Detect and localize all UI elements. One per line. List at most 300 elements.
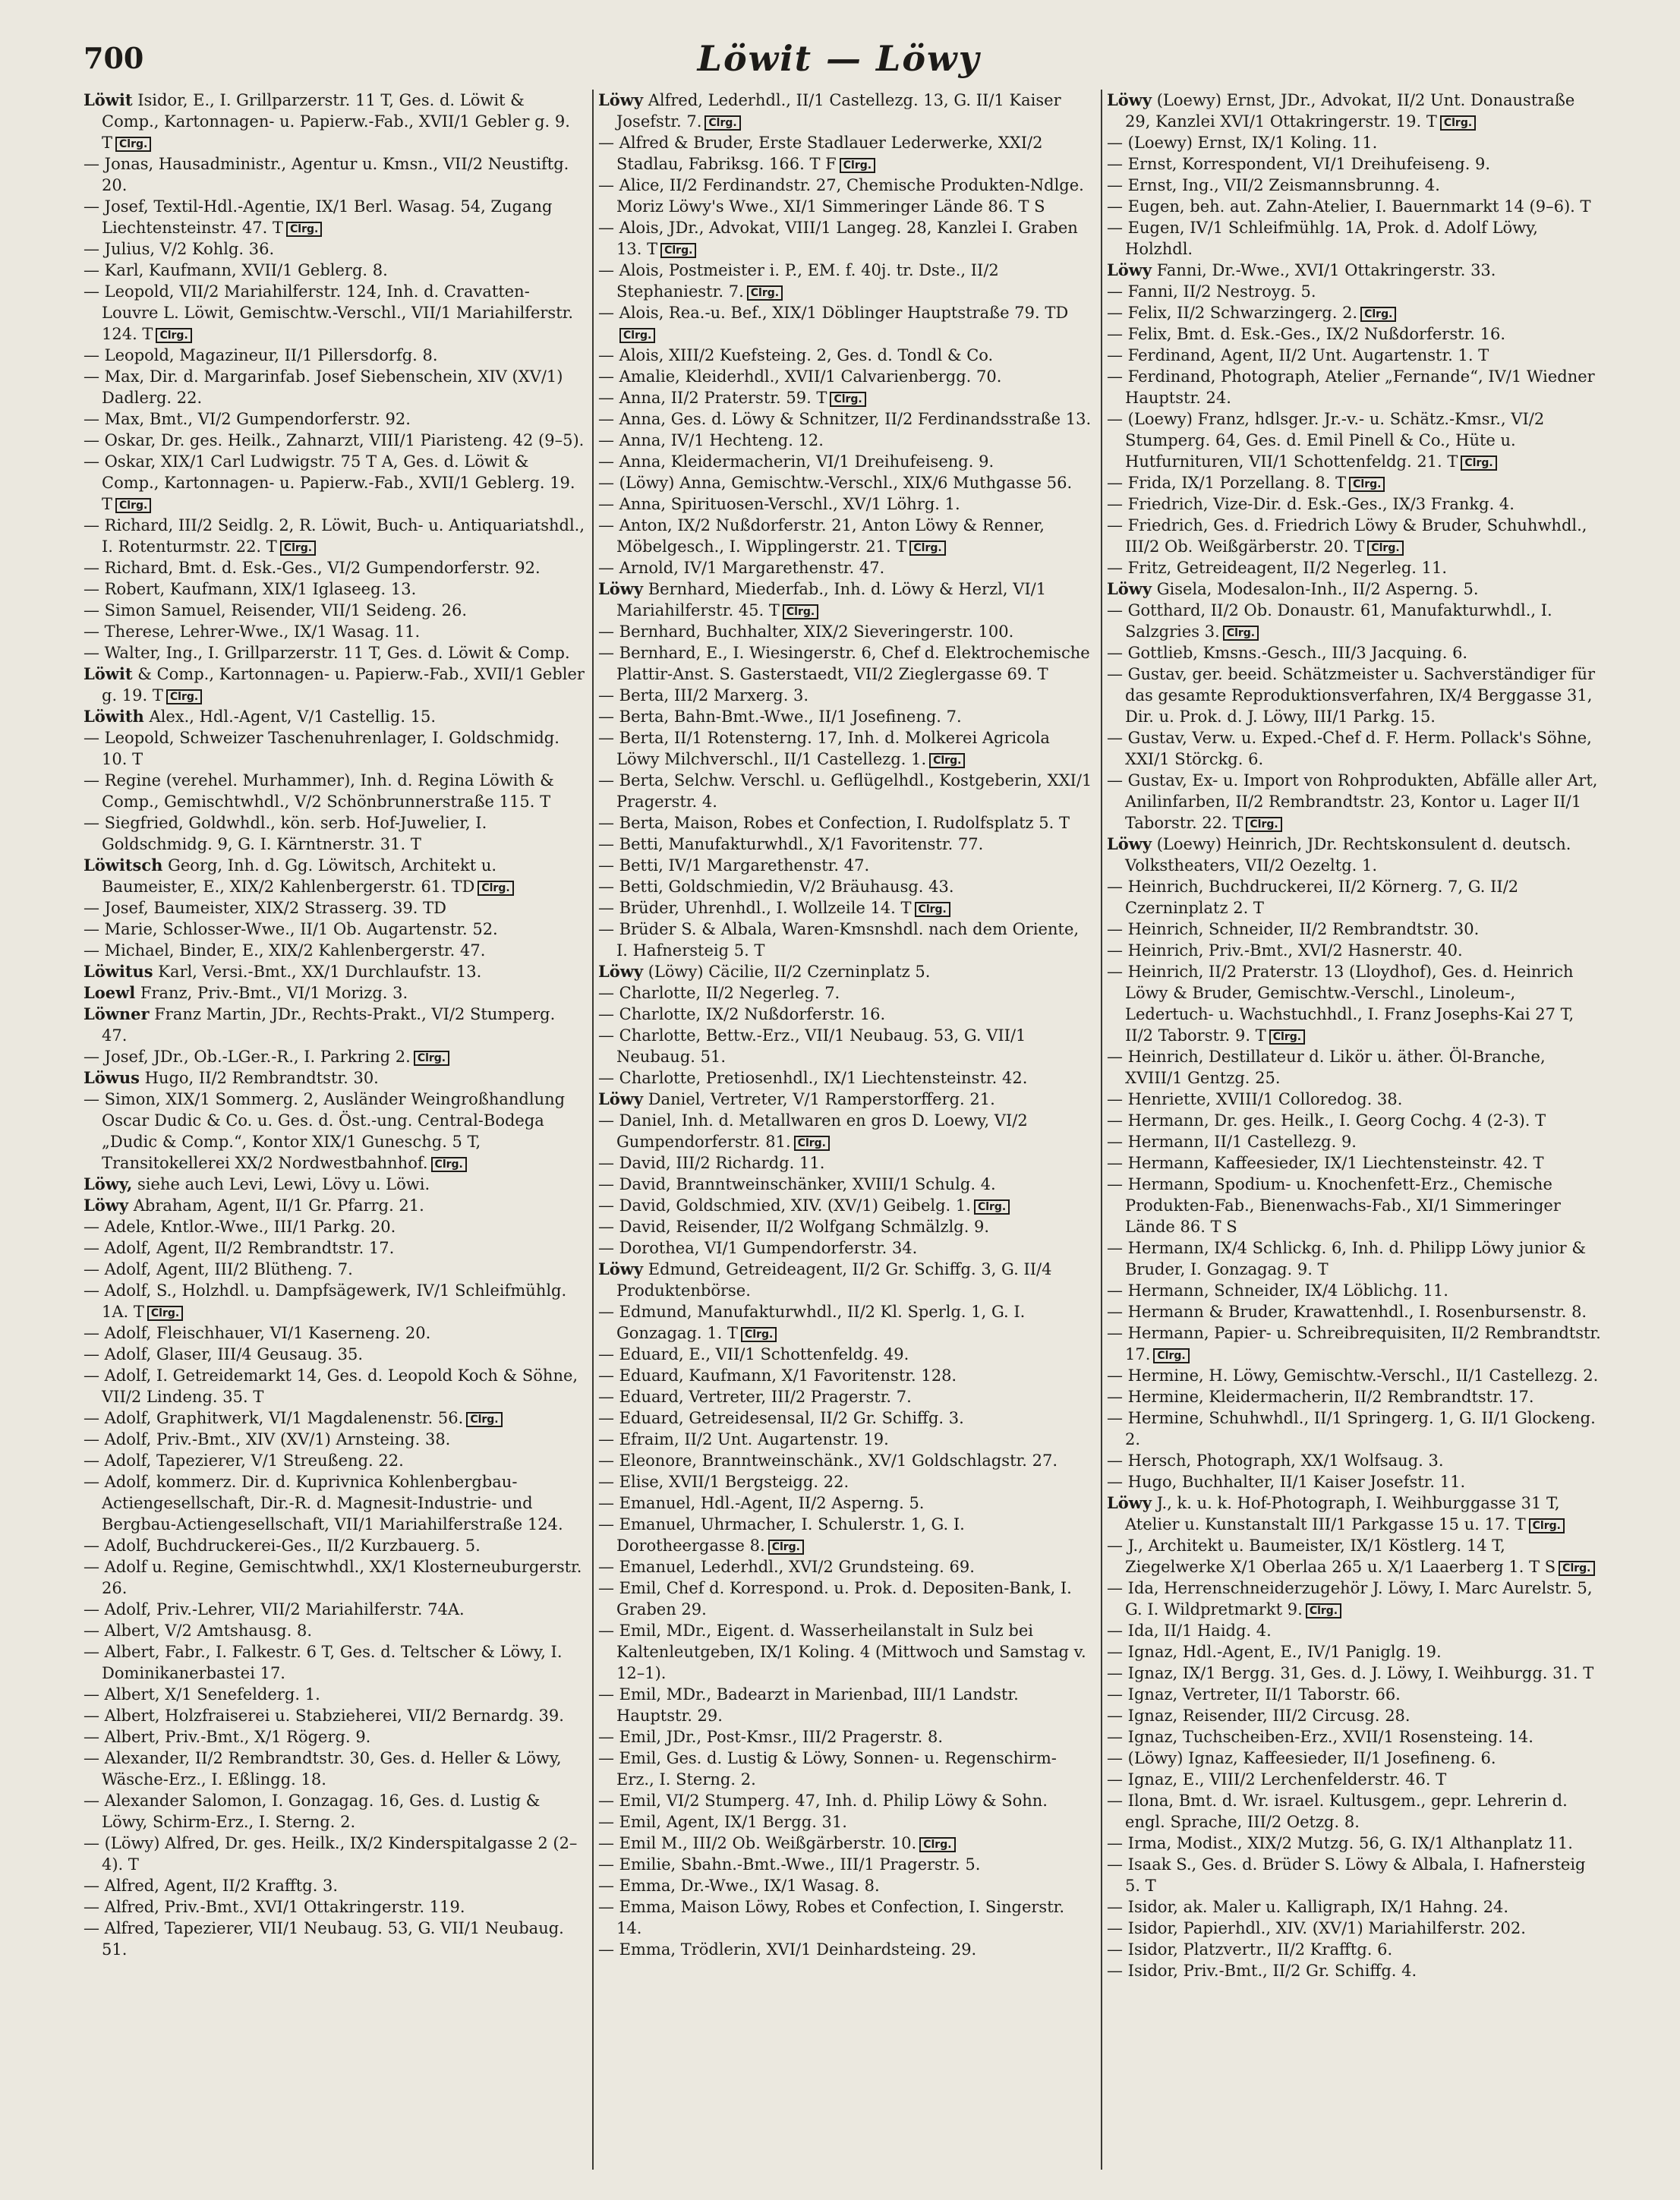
entry-text: — Alois, Rea.-u. Bef., XIX/1 Döblinger Hauptstraße 79. TD (598, 304, 1069, 322)
entry-head-word: Löwner (84, 1004, 150, 1023)
directory-entry (1107, 1386, 1602, 1407)
entry-text: — Emilie, Sbahn.-Bmt.-Wwe., III/1 Pragerstr. 5. (598, 1855, 981, 1874)
directory-entry (598, 132, 1093, 175)
directory-entry (598, 1896, 1093, 1939)
entry-text: — Emanuel, Lederhdl., XVI/2 Grundsteing. 69. (598, 1558, 975, 1576)
directory-entry (598, 770, 1093, 812)
entry-text: — Edmund, Manufakturwhdl., II/2 Kl. Sperlg. 1, G. I. Gonzagag. 1. T (598, 1303, 1026, 1342)
entry-text: — Josef, Baumeister, XIX/2 Strasserg. 39. TD (84, 899, 446, 917)
clearing-badge: Clrg. (1559, 1561, 1594, 1576)
entry-text: — Max, Bmt., VI/2 Gumpendorferstr. 92. (84, 410, 411, 428)
directory-entry (598, 1748, 1093, 1790)
directory-entry (1107, 557, 1602, 578)
clearing-badge: Clrg. (1269, 1029, 1305, 1045)
directory-entry (84, 1620, 585, 1641)
entry-text: — Charlotte, IX/2 Nußdorferstr. 16. (598, 1005, 886, 1023)
directory-entry (598, 1004, 1093, 1025)
directory-entry (84, 1237, 585, 1259)
directory-entry (598, 578, 1093, 621)
directory-entry (84, 1471, 585, 1535)
directory-entry (598, 1429, 1093, 1450)
directory-entry (84, 1896, 585, 1918)
entry-text: siehe auch Levi, Lewi, Lövy u. Löwi. (132, 1175, 430, 1193)
directory-entry (1107, 1939, 1602, 1960)
directory-entry (84, 642, 585, 663)
directory-entry (84, 1535, 585, 1556)
directory-entry (598, 1514, 1093, 1556)
directory-entry (598, 1407, 1093, 1429)
directory-entry (84, 153, 585, 196)
entry-head-word: Löwit (84, 90, 133, 109)
entry-text: — Marie, Schlosser-Wwe., II/1 Ob. Augartenstr. 52. (84, 920, 498, 938)
entry-text: — Isidor, Papierhdl., XIV. (XV/1) Mariahilferstr. 202. (1107, 1919, 1526, 1937)
entry-text: — Hugo, Buchhalter, II/1 Kaiser Josefstr. 11. (1107, 1473, 1466, 1491)
directory-entry (598, 1854, 1093, 1875)
entry-text: — Regine (verehel. Murhammer), Inh. d. Regina Löwith & Comp., Gemischtwhdl., V/2 Schönbrunnerstraße 115. T (84, 771, 554, 811)
directory-entry (1107, 727, 1602, 770)
clearing-badge: Clrg. (431, 1157, 467, 1172)
directory-entry (598, 812, 1093, 834)
directory-entry (84, 621, 585, 642)
entry-text: — Adolf, I. Getreidemarkt 14, Ges. d. Leopold Koch & Söhne, VII/2 Lindeng. 35. T (84, 1366, 578, 1406)
entry-text: — (Löwy) Alfred, Dr. ges. Heilk., IX/2 Kinderspitalgasse 2 (2–4). T (84, 1834, 578, 1874)
directory-entry (1107, 1663, 1602, 1684)
entry-text: — Betti, Goldschmiedin, V/2 Bräuhausg. 43. (598, 878, 954, 896)
directory-entry (598, 834, 1093, 855)
entry-text: Alex., Hdl.-Agent, V/1 Castellig. 15. (143, 708, 437, 726)
entry-text: — Anna, Kleidermacherin, VI/1 Dreihufeiseng. 9. (598, 452, 994, 471)
entry-text: Georg, Inh. d. Gg. Löwitsch, Architekt u. Baumeister, E., XIX/2 Kahlenbergerstr. 61. TD (102, 856, 497, 896)
entry-text: — Richard, Bmt. d. Esk.-Ges., VI/2 Gumpendorferstr. 92. (84, 559, 541, 577)
directory-entry (1107, 770, 1602, 834)
entry-text: — Berta, Maison, Robes et Confection, I. Rudolfsplatz 5. T (598, 814, 1070, 832)
directory-entry (598, 1301, 1093, 1344)
entry-head-word: Löwy (598, 1259, 644, 1278)
directory-entry (1107, 940, 1602, 961)
entry-text: — Simon, XIX/1 Sommerg. 2, Ausländer Weingroßhandlung Oscar Dudic & Co. u. Ges. d. Öst.-ung. Central-Bodega „Dudic & Comp.“, Kontor XIX/1 Guneschg. 5 T, Transitokellerei XX/2 Nordwestbahnhof. (84, 1090, 566, 1172)
clearing-badge: Clrg. (1440, 115, 1476, 131)
directory-entry (598, 1067, 1093, 1089)
directory-entry (1107, 1535, 1602, 1578)
entry-head-word: Löwy (598, 579, 644, 598)
directory-entry (598, 1875, 1093, 1896)
entry-text: — Alfred, Agent, II/2 Krafftg. 3. (84, 1877, 339, 1895)
directory-entry (598, 961, 1093, 982)
entry-text: — Alice, II/2 Ferdinandstr. 27, Chemische Produkten-Ndlge. Moriz Löwy's Wwe., XI/1 Simmeringer Lände 86. T S (598, 176, 1084, 216)
directory-entry (84, 1174, 585, 1195)
entry-text: — Emil, Chef d. Korrespond. u. Prok. d. Depositen-Bank, I. Graben 29. (598, 1579, 1072, 1618)
entry-text: — Alois, Postmeister i. P., EM. f. 40j. tr. Dste., II/2 Stephaniestr. 7. (598, 261, 999, 301)
entry-text: — Hermine, Kleidermacherin, II/2 Rembrandtstr. 17. (1107, 1388, 1534, 1406)
entry-text: — Eduard, Getreidesensal, II/2 Gr. Schiffg. 3. (598, 1409, 964, 1427)
entry-text: — Ferdinand, Agent, II/2 Unt. Augartenstr. 1. T (1107, 346, 1489, 364)
directory-entry (1107, 1748, 1602, 1769)
directory-entry (1107, 600, 1602, 642)
entry-text: — Ernst, Ing., VII/2 Zeismannsbrunng. 4. (1107, 176, 1440, 194)
entry-text: — Adolf, Agent, II/2 Rembrandtstr. 17. (84, 1239, 395, 1257)
directory-entry (84, 1429, 585, 1450)
directory-entry (598, 1939, 1093, 1960)
entry-text: — David, Branntweinschänker, XVIII/1 Schulg. 4. (598, 1175, 996, 1193)
directory-entry (84, 1407, 585, 1429)
directory-entry (1107, 1492, 1602, 1535)
directory-entry (84, 982, 585, 1004)
directory-entry (1107, 1684, 1602, 1705)
clearing-badge: Clrg. (929, 753, 965, 768)
directory-entry (598, 1386, 1093, 1407)
directory-entry (84, 578, 585, 600)
entry-text: — Leopold, Schweizer Taschenuhrenlager, I. Goldschmidg. 10. T (84, 729, 559, 768)
directory-entry (1107, 1280, 1602, 1301)
entry-text: — Adolf, Graphitwerk, VI/1 Magdalenenstr. 56. (84, 1409, 464, 1427)
directory-entry (84, 1641, 585, 1684)
entry-text: — Gustav, Ex- u. Import von Rohprodukten, Abfälle aller Art, Anilinfarben, II/2 Rembrandtstr. 23, Kontor u. Lager II/1 Taborstr. 22. T (1107, 771, 1598, 832)
clearing-badge: Clrg. (1306, 1603, 1341, 1618)
directory-entry (84, 1004, 585, 1046)
entry-text: — Alfred & Bruder, Erste Stadlauer Lederwerke, XXI/2 Stadlau, Fabriksg. 166. T F (598, 134, 1043, 173)
entry-text: — Anna, II/2 Praterstr. 59. T (598, 389, 827, 407)
entry-text: — Hermine, H. Löwy, Gemischtw.-Verschl., II/1 Castellezg. 2. (1107, 1366, 1599, 1385)
directory-entry (84, 770, 585, 812)
directory-entry (598, 727, 1093, 770)
directory-entry (1107, 1301, 1602, 1322)
entry-text: — Hermann, Dr. ges. Heilk., I. Georg Cochg. 4 (2-3). T (1107, 1111, 1546, 1130)
directory-entry (598, 217, 1093, 260)
entry-text: — Ida, Herrenschneiderzugehör J. Löwy, I. Marc Aurelstr. 5, G. I. Wildpretmarkt 9. (1107, 1579, 1593, 1618)
directory-entry (1107, 919, 1602, 940)
directory-entry (598, 685, 1093, 706)
directory-entry (598, 1174, 1093, 1195)
directory-entry (84, 961, 585, 982)
directory-entry (84, 919, 585, 940)
entry-text: — Charlotte, Pretiosenhdl., IX/1 Liechtensteinstr. 42. (598, 1069, 1028, 1087)
entry-text: Daniel, Vertreter, V/1 Ramperstorfferg. 21. (643, 1090, 995, 1108)
directory-entry (598, 1089, 1093, 1110)
entry-text: — Ilona, Bmt. d. Wr. israel. Kultusgem., gepr. Lehrerin d. engl. Sprache, III/2 Oetzg. 8. (1107, 1792, 1568, 1831)
entry-text: (Loewy) Ernst, JDr., Advokat, II/2 Unt. Donaustraße 29, Kanzlei XVI/1 Ottakringerstr. 19. T (1125, 91, 1575, 131)
entry-text: & Comp., Kartonnagen- u. Papierw.-Fab., XVII/1 Gebler g. 19. T (102, 665, 585, 704)
directory-entry (84, 1067, 585, 1089)
directory-entry (1107, 515, 1602, 557)
entry-text: Isidor, E., I. Grillparzerstr. 11 T, Ges. d. Löwit & Comp., Kartonnagen- u. Papierw.-Fab., XVII/1 Gebler g. 9. T (102, 91, 570, 152)
directory-entry (1107, 1641, 1602, 1663)
clearing-badge: Clrg. (840, 158, 875, 173)
entry-head-word: Löwitus (84, 962, 153, 981)
directory-entry (84, 1726, 585, 1748)
directory-entry (598, 1578, 1093, 1620)
directory-entry (84, 260, 585, 281)
entry-text: — Berta, III/2 Marxerg. 3. (598, 686, 809, 704)
entry-text: — Hermine, Schuhwhdl., II/1 Springerg. 1, G. II/1 Glockeng. 2. (1107, 1409, 1596, 1448)
directory-entry (84, 345, 585, 366)
clearing-badge: Clrg. (747, 285, 783, 301)
entry-text: — Anna, Spirituosen-Verschl., XV/1 Löhrg. 1. (598, 495, 960, 513)
entry-text: — Brüder S. & Albala, Waren-Kmsnshdl. nach dem Oriente, I. Hafnersteig 5. T (598, 920, 1080, 960)
directory-entry (1107, 1046, 1602, 1089)
directory-entry (598, 642, 1093, 685)
directory-entry (1107, 1152, 1602, 1174)
directory-entry (84, 1705, 585, 1726)
directory-entry (1107, 1174, 1602, 1237)
entry-text: — J., Architekt u. Baumeister, IX/1 Köstlerg. 14 T, Ziegelwerke X/1 Oberlaa 265 u. X/1 Laaerberg 1. T S (1107, 1537, 1556, 1576)
directory-entry (598, 1237, 1093, 1259)
clearing-badge: Clrg. (1223, 626, 1259, 641)
entry-text: — Ignaz, IX/1 Bergg. 31, Ges. d. J. Löwy, I. Weihburgg. 31. T (1107, 1664, 1594, 1682)
directory-entry (1107, 260, 1602, 281)
entry-text: — Julius, V/2 Kohlg. 36. (84, 240, 275, 258)
entry-text: — (Loewy) Franz, hdlsger. Jr.-v.- u. Schätz.-Kmsr., VI/2 Stumperg. 64, Ges. d. Emil Pinell & Co., Hüte u. Hutfurnituren, VII/1 Schottenfeldg. 21. T (1107, 410, 1545, 471)
directory-entry (84, 1684, 585, 1705)
directory-entry (1107, 1790, 1602, 1833)
directory-entry (598, 345, 1093, 366)
directory-entry (598, 1216, 1093, 1237)
entry-text: — Emil, MDr., Badearzt in Marienbad, III/1 Landstr. Hauptstr. 29. (598, 1685, 1019, 1725)
entry-text: — Felix, Bmt. d. Esk.-Ges., IX/2 Nußdorferstr. 16. (1107, 325, 1506, 343)
directory-entry (84, 1046, 585, 1067)
entry-text: — Brüder, Uhrenhdl., I. Wollzeile 14. T (598, 899, 912, 917)
directory-entry (598, 451, 1093, 472)
entry-text: — Oskar, XIX/1 Carl Ludwigstr. 75 T A, Ges. d. Löwit & Comp., Kartonnagen- u. Papierw.-Fab., XVII/1 Geblerg. 19. T (84, 452, 575, 513)
directory-entry (84, 366, 585, 408)
directory-entry (84, 600, 585, 621)
entry-text: — Gustav, ger. beeid. Schätzmeister u. Sachverständiger für das gesamte Reproduktionsverfahren, IX/4 Berggasse 31, Dir. u. Prok. d. J. Löwy, III/1 Parkg. 15. (1107, 665, 1596, 726)
directory-entry (598, 472, 1093, 493)
directory-entry (1107, 1620, 1602, 1641)
entry-text: — Frida, IX/1 Porzellang. 8. T (1107, 474, 1347, 492)
directory-entry (1107, 175, 1602, 196)
entry-text: Karl, Versi.-Bmt., XX/1 Durchlaufstr. 13. (153, 963, 482, 981)
directory-entry (598, 1471, 1093, 1492)
directory-entry (598, 621, 1093, 642)
directory-entry (598, 1152, 1093, 1174)
entry-text: — Adolf u. Regine, Gemischtwhdl., XX/1 Klosterneuburgerstr. 26. (84, 1558, 582, 1597)
entry-text: — Hermann, Spodium- u. Knochenfett-Erz., Chemische Produkten-Fab., Bienenwachs-Fab., XI/1 Simmeringer Lände 86. T S (1107, 1175, 1561, 1236)
entry-head-word: Löwy (1107, 1493, 1152, 1512)
entry-head-word: Löwit (84, 664, 133, 683)
entry-text: — Albert, Fabr., I. Falkestr. 6 T, Ges. d. Teltscher & Löwy, I. Dominikanerbastei 17. (84, 1643, 563, 1682)
column-middle (592, 90, 1093, 2170)
entry-text: — Ignaz, E., VIII/2 Lerchenfelderstr. 46. T (1107, 1770, 1447, 1789)
entry-text: — Emma, Maison Löwy, Robes et Confection, I. Singerstr. 14. (598, 1898, 1065, 1937)
entry-text: — Heinrich, Priv.-Bmt., XVI/2 Hasnerstr. 40. (1107, 941, 1463, 960)
entry-text: — Emil, VI/2 Stumperg. 47, Inh. d. Philip Löwy & Sohn. (598, 1792, 1048, 1810)
entry-text: — Eduard, Vertreter, III/2 Pragerstr. 7. (598, 1388, 912, 1406)
entry-text: Hugo, II/2 Rembrandtstr. 30. (139, 1069, 379, 1087)
entry-text: — Alexander Salomon, I. Gonzagag. 16, Ges. d. Lustig & Löwy, Schirm-Erz., I. Sterng. 2. (84, 1792, 541, 1831)
directory-entry (1107, 1854, 1602, 1896)
page-number: 700 (84, 41, 144, 75)
entry-text: — Berta, Bahn-Bmt.-Wwe., II/1 Josefineng. 7. (598, 708, 962, 726)
entry-text: — Emil, MDr., Eigent. d. Wasserheilanstalt in Sulz bei Kaltenleutgeben, IX/1 Koling. 4 (Mittwoch und Samstag v. 12–1). (598, 1622, 1086, 1682)
directory-entry (84, 940, 585, 961)
entry-text: — David, Goldschmied, XIV. (XV/1) Geibelg. 1. (598, 1196, 971, 1215)
clearing-badge: Clrg. (619, 328, 655, 343)
directory-entry (598, 1344, 1093, 1365)
entry-text: — Emil, Ges. d. Lustig & Löwy, Sonnen- u. Regenschirm-Erz., I. Sterng. 2. (598, 1749, 1057, 1789)
entry-text: — (Loewy) Ernst, IX/1 Koling. 11. (1107, 134, 1378, 152)
entry-text: Abraham, Agent, II/1 Gr. Pfarrg. 21. (128, 1196, 424, 1215)
entry-text: — Adolf, kommerz. Dir. d. Kuprivnica Kohlenbergbau-Actiengesellschaft, Dir.-R. d. Magnesit-Industrie- und Bergbau-Actiengesellschaft, VII/1 Mariahilferstraße 124. (84, 1473, 563, 1533)
directory-entry (84, 1875, 585, 1896)
entry-text: — Walter, Ing., I. Grillparzerstr. 11 T, Ges. d. Löwit & Comp. (84, 644, 570, 662)
clearing-badge: Clrg. (115, 137, 151, 152)
directory-entry (1107, 961, 1602, 1046)
entry-text: — (Löwy) Ignaz, Kaffeesieder, II/1 Josefineng. 6. (1107, 1749, 1496, 1767)
directory-entry (1107, 1833, 1602, 1854)
entry-text: — Gustav, Verw. u. Exped.-Chef d. F. Herm. Pollack's Söhne, XXI/1 Störckg. 6. (1107, 729, 1592, 768)
entry-text: — Siegfried, Goldwhdl., kön. serb. Hof-Juwelier, I. Goldschmidg. 9, G. I. Kärntnerstr. 31. T (84, 814, 487, 853)
entry-text: — Dorothea, VI/1 Gumpendorferstr. 34. (598, 1239, 918, 1257)
clearing-badge: Clrg. (1349, 477, 1385, 492)
directory-entry (598, 1450, 1093, 1471)
entry-text: — Fanni, II/2 Nestroyg. 5. (1107, 282, 1316, 301)
column-left (84, 90, 585, 2170)
clearing-badge: Clrg. (1153, 1348, 1189, 1363)
entry-text: — Friedrich, Vize-Dir. d. Esk.-Ges., IX/3 Frankg. 4. (1107, 495, 1515, 513)
entry-text: (Loewy) Heinrich, JDr. Rechtskonsulent d. deutsch. Volkstheaters, VII/2 Oezeltg. 1. (1125, 835, 1571, 875)
directory-entry (84, 408, 585, 430)
entry-text: — Albert, Priv.-Bmt., X/1 Rögerg. 9. (84, 1728, 371, 1746)
directory-entry (1107, 1237, 1602, 1280)
directory-entry (84, 1195, 585, 1216)
directory-entry (598, 408, 1093, 430)
clearing-badge: Clrg. (660, 243, 696, 258)
directory-entry (598, 1556, 1093, 1578)
entry-text: — Josef, JDr., Ob.-LGer.-R., I. Parkring 2. (84, 1048, 411, 1066)
clearing-badge: Clrg. (768, 1540, 804, 1555)
directory-entry (84, 90, 585, 153)
directory-entry (1107, 1960, 1602, 1981)
directory-entry (1107, 132, 1602, 153)
directory-entry (1107, 408, 1602, 472)
directory-entry (84, 706, 585, 727)
entry-text: — Fritz, Getreideagent, II/2 Negerleg. 11. (1107, 559, 1448, 577)
directory-entry (1107, 663, 1602, 727)
clearing-badge: Clrg. (909, 541, 945, 556)
entry-text: — Hermann, Kaffeesieder, IX/1 Liechtensteinstr. 42. T (1107, 1154, 1544, 1172)
clearing-badge: Clrg. (280, 541, 316, 556)
entry-text: Fanni, Dr.-Wwe., XVI/1 Ottakringerstr. 33. (1152, 261, 1496, 279)
entry-head-word: Löwith (84, 707, 144, 726)
directory-entry (598, 982, 1093, 1004)
entry-text: — Alois, XIII/2 Kuefsteing. 2, Ges. d. Tondl & Co. (598, 346, 994, 364)
directory-entry (1107, 1726, 1602, 1748)
directory-entry (84, 727, 585, 770)
entry-text: — Hersch, Photograph, XX/1 Wolfsaug. 3. (1107, 1451, 1444, 1470)
directory-entry (598, 855, 1093, 876)
entry-text: — Ernst, Korrespondent, VI/1 Dreihufeiseng. 9. (1107, 155, 1491, 173)
directory-entry (1107, 1089, 1602, 1110)
entry-head-word: Löwy (1107, 579, 1152, 598)
entry-head-word: Löwy (598, 962, 644, 981)
entry-text: — Albert, Holzfraiserei u. Stabzieherei, VII/2 Bernardg. 39. (84, 1707, 564, 1725)
entry-text: — Adolf, Glaser, III/4 Geusaug. 35. (84, 1345, 364, 1363)
entry-text: — Therese, Lehrer-Wwe., IX/1 Wasag. 11. (84, 622, 421, 641)
entry-head-word: Löwy (598, 1089, 644, 1108)
entry-head-word: Löwus (84, 1068, 140, 1087)
directory-entry (1107, 281, 1602, 302)
directory-entry (1107, 153, 1602, 175)
entry-text: — Alfred, Tapezierer, VII/1 Neubaug. 53, G. VII/1 Neubaug. 51. (84, 1919, 564, 1959)
clearing-badge: Clrg. (1461, 455, 1496, 471)
entry-text: — Adolf, S., Holzhdl. u. Dampfsägewerk, IV/1 Schleifmühlg. 1A. T (84, 1281, 567, 1321)
entry-text: — Isidor, Priv.-Bmt., II/2 Gr. Schiffg. 4. (1107, 1962, 1417, 1980)
directory-entry (84, 1216, 585, 1237)
directory-entry (1107, 578, 1602, 600)
entry-text: — Jonas, Hausadministr., Agentur u. Kmsn., VII/2 Neustiftg. 20. (84, 155, 569, 194)
directory-entry (1107, 1450, 1602, 1471)
directory-entry (598, 876, 1093, 897)
entry-text: — Friedrich, Ges. d. Friedrich Löwy & Bruder, Schuhwhdl., III/2 Ob. Weißgärberstr. 20. T (1107, 516, 1587, 556)
directory-entry (1107, 1131, 1602, 1152)
entry-text: — Simon Samuel, Reisender, VII/1 Seideng. 26. (84, 601, 467, 619)
entry-text: — Robert, Kaufmann, XIX/1 Iglaseeg. 13. (84, 580, 417, 598)
entry-head-word: Löwitsch (84, 856, 163, 875)
entry-text: — Emma, Dr.-Wwe., IX/1 Wasag. 8. (598, 1877, 880, 1895)
entry-text: — Albert, X/1 Senefelderg. 1. (84, 1685, 320, 1704)
directory-entry (1107, 1705, 1602, 1726)
entry-text: — David, III/2 Richardg. 11. (598, 1154, 825, 1172)
clearing-badge: Clrg. (915, 902, 950, 917)
directory-entry (1107, 217, 1602, 260)
entry-text: — Karl, Kaufmann, XVII/1 Geblerg. 8. (84, 261, 388, 279)
directory-entry (1107, 1896, 1602, 1918)
directory-entry (84, 1344, 585, 1365)
entry-text: — Alois, JDr., Advokat, VIII/1 Langeg. 28, Kanzlei I. Graben 13. T (598, 219, 1078, 258)
directory-entry (598, 430, 1093, 451)
entry-text: — Ignaz, Hdl.-Agent, E., IV/1 Paniglg. 19. (1107, 1643, 1442, 1661)
directory-entry (1107, 1578, 1602, 1620)
entry-text: — Heinrich, Schneider, II/2 Rembrandtstr. 30. (1107, 920, 1480, 938)
entry-text: — Gottlieb, Kmsns.-Gesch., III/3 Jacquing. 6. (1107, 644, 1468, 662)
directory-entry (1107, 1471, 1602, 1492)
entry-text: — Felix, II/2 Schwarzingerg. 2. (1107, 304, 1358, 322)
entry-text: — Michael, Binder, E., XIX/2 Kahlenbergerstr. 47. (84, 941, 486, 960)
directory-entry (84, 430, 585, 451)
running-title: Löwit — Löwy (697, 38, 981, 79)
entry-text: — Eleonore, Branntweinschänk., XV/1 Goldschlagstr. 27. (598, 1451, 1058, 1470)
entry-head-word: Löwy (1107, 260, 1152, 279)
directory-entry (1107, 493, 1602, 515)
entry-text: — Hermann, Papier- u. Schreibrequisiten, II/2 Rembrandtstr. 17. (1107, 1324, 1601, 1363)
entry-text: — Anton, IX/2 Nußdorferstr. 21, Anton Löwy & Renner, Möbelgesch., I. Wipplingerstr. 21. T (598, 516, 1045, 556)
entry-text: — Eduard, E., VII/1 Schottenfeldg. 49. (598, 1345, 909, 1363)
directory-entry (598, 1620, 1093, 1684)
directory-entry (84, 515, 585, 557)
directory-entry (598, 1492, 1093, 1514)
entry-text: — Heinrich, Destillateur d. Likör u. äther. Öl-Branche, XVIII/1 Gentzg. 25. (1107, 1048, 1546, 1087)
directory-entry (1107, 323, 1602, 345)
directory-entry (598, 260, 1093, 302)
entry-text: — Hermann, Schneider, IX/4 Löblichg. 11. (1107, 1281, 1448, 1300)
entry-text: — Charlotte, II/2 Negerleg. 7. (598, 984, 840, 1002)
entry-text: — Max, Dir. d. Margarinfab. Josef Siebenschein, XIV (XV/1) Dadlerg. 22. (84, 367, 563, 407)
entry-text: — Gotthard, II/2 Ob. Donaustr. 61, Manufakturwhdl., I. Salzgries 3. (1107, 601, 1552, 641)
entry-text: — Ignaz, Reisender, III/2 Circusg. 28. (1107, 1707, 1411, 1725)
clearing-badge: Clrg. (1367, 541, 1403, 556)
directory-entry (598, 387, 1093, 408)
entry-text: — (Löwy) Anna, Gemischtw.-Verschl., XIX/6 Muthgasse 56. (598, 474, 1073, 492)
entry-text: — Berta, II/1 Rotensterng. 17, Inh. d. Molkerei Agricola Löwy Milchverschl., II/1 Castellezg. 1. (598, 729, 1050, 768)
entry-text: — Anna, IV/1 Hechteng. 12. (598, 431, 824, 449)
entry-text: — Leopold, VII/2 Mariahilferstr. 124, Inh. d. Cravatten-Louvre L. Löwit, Gemischtw.-Verschl., VII/1 Mariahilferstr. 124. T (84, 282, 574, 343)
entry-text: — Ignaz, Vertreter, II/1 Taborstr. 66. (1107, 1685, 1401, 1704)
entry-head-word: Löwy, (84, 1174, 133, 1193)
directory-entry (1107, 1918, 1602, 1939)
entry-text: — David, Reisender, II/2 Wolfgang Schmälzlg. 9. (598, 1218, 990, 1236)
entry-text: Edmund, Getreideagent, II/2 Gr. Schiffg. 3, G. II/4 Produktenbörse. (616, 1260, 1052, 1300)
entry-text: — Emil, Agent, IX/1 Bergg. 31. (598, 1813, 847, 1831)
